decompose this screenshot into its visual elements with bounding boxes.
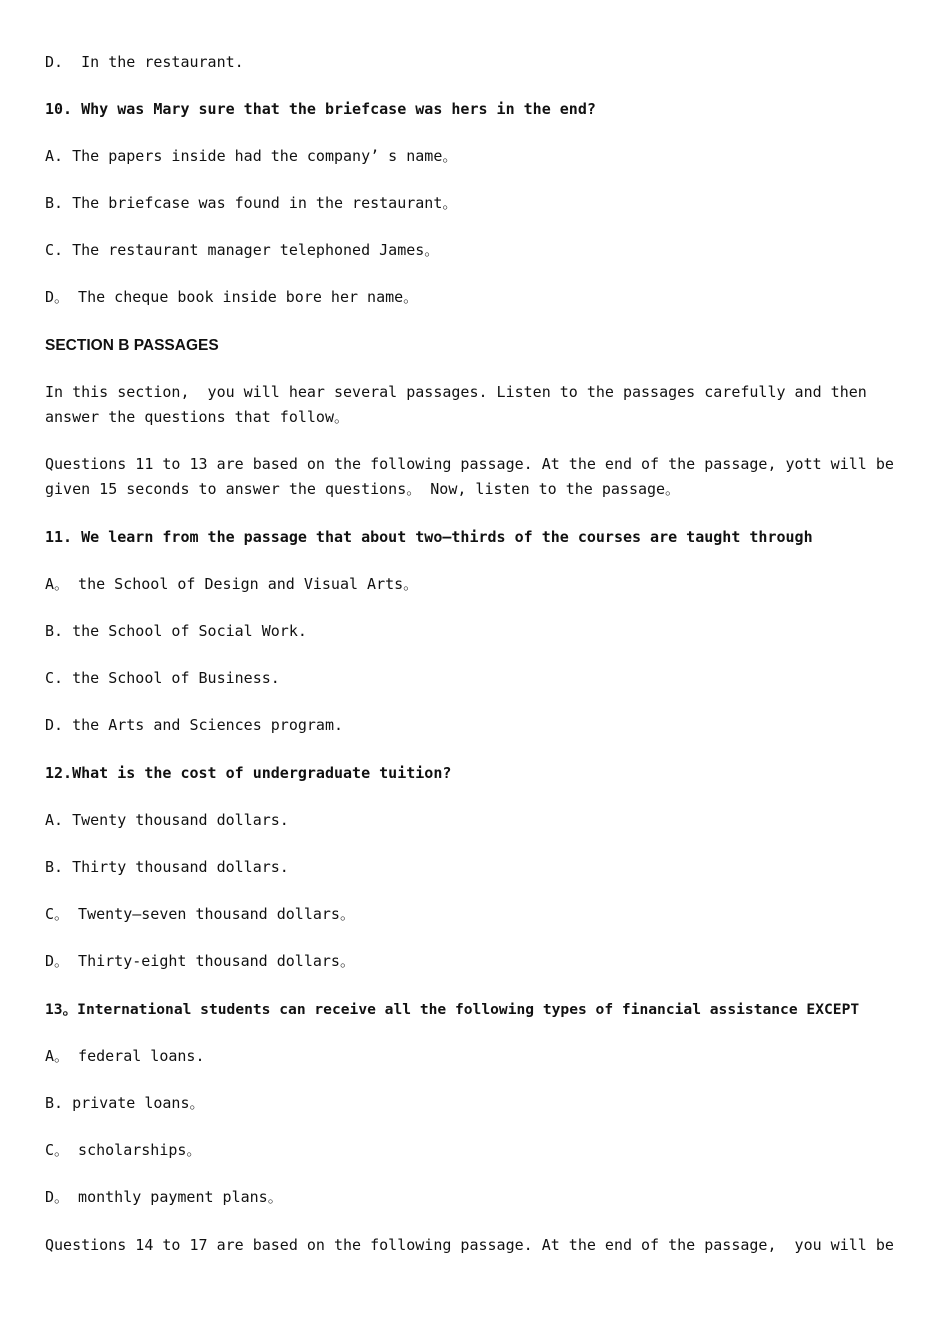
option-line: B. Thirty thousand dollars. <box>45 858 289 876</box>
question-line: 11. We learn from the passage that about two—thirds of the courses are taught through <box>45 528 813 546</box>
question-line: 12.What is the cost of undergraduate tuition? <box>45 764 452 782</box>
option-line: D。 Thirty-eight thousand dollars。 <box>45 952 355 970</box>
option-line: A。 federal loans. <box>45 1047 205 1065</box>
option-line: D. In the restaurant. <box>45 53 244 71</box>
option-line: A。 the School of Design and Visual Arts。 <box>45 575 419 593</box>
option-line: A. Twenty thousand dollars. <box>45 811 289 829</box>
option-line: C. The restaurant manager telephoned James。 <box>45 241 440 259</box>
option-line: C. the School of Business. <box>45 669 280 687</box>
option-line: B. The briefcase was found in the restaurant。 <box>45 194 458 212</box>
option-line: B. the School of Social Work. <box>45 622 307 640</box>
option-line: D。 The cheque book inside bore her name。 <box>45 288 419 306</box>
option-line: D。 monthly payment plans。 <box>45 1188 283 1206</box>
option-line: D. the Arts and Sciences program. <box>45 716 344 734</box>
section-heading: SECTION B PASSAGES <box>45 337 219 354</box>
option-line: B. private loans。 <box>45 1094 205 1112</box>
option-line: C。 Twenty—seven thousand dollars。 <box>45 905 355 923</box>
question-line: 10. Why was Mary sure that the briefcase was hers in the end? <box>45 100 596 118</box>
question-line: 13。International students can receive all the following types of financial assistance EXCEPT <box>45 1001 860 1018</box>
instruction-paragraph: Questions 11 to 13 are based on the following passage. At the end of the passage, yott will be given 15 seconds to answer the questions。 Now, listen to the passage。 <box>45 455 903 498</box>
option-line: A. The papers inside had the company’ s name。 <box>45 147 458 165</box>
option-line: C。 scholarships。 <box>45 1141 202 1159</box>
instruction-paragraph: Questions 14 to 17 are based on the following passage. At the end of the passage, you will be <box>45 1236 894 1254</box>
instruction-paragraph: In this section, you will hear several passages. Listen to the passages carefully and then answer the questions that follow。 <box>45 383 876 426</box>
